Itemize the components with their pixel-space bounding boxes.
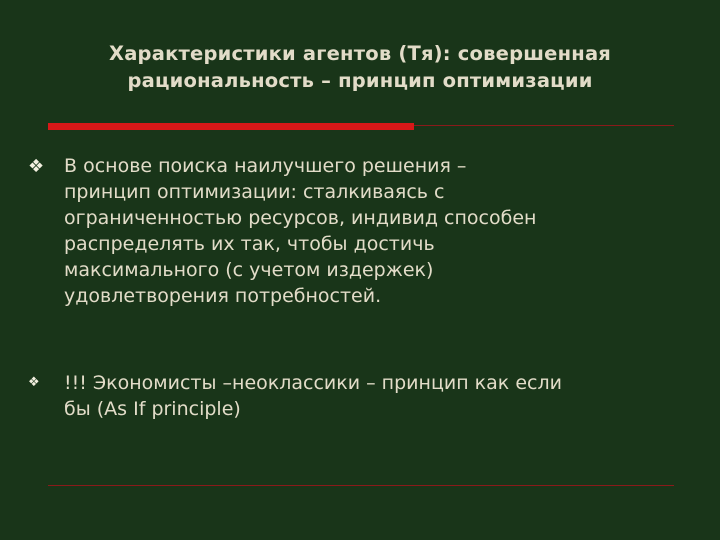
- bullet-text: !!! Экономисты –неоклассики – принцип как если бы (As If principle): [64, 372, 562, 420]
- diamond-bullet-icon: ❖: [28, 375, 40, 390]
- footer-divider: [48, 485, 674, 486]
- bullet-text: В основе поиска наилучшего решения – принцип оптимизации: сталкиваясь с ограниченностью ресурсов, индивид способен распределять их так, чтобы достичь максимального (с учетом издержек) удовлетворения потребностей.: [64, 155, 537, 307]
- diamond-bullet-icon: ❖: [28, 156, 45, 177]
- slide-title: Характеристики агентов (Тя): совершенная рациональность – принцип оптимизации: [108, 42, 612, 92]
- title-underline-thin: [414, 125, 674, 126]
- title-underline-accent: [48, 123, 414, 130]
